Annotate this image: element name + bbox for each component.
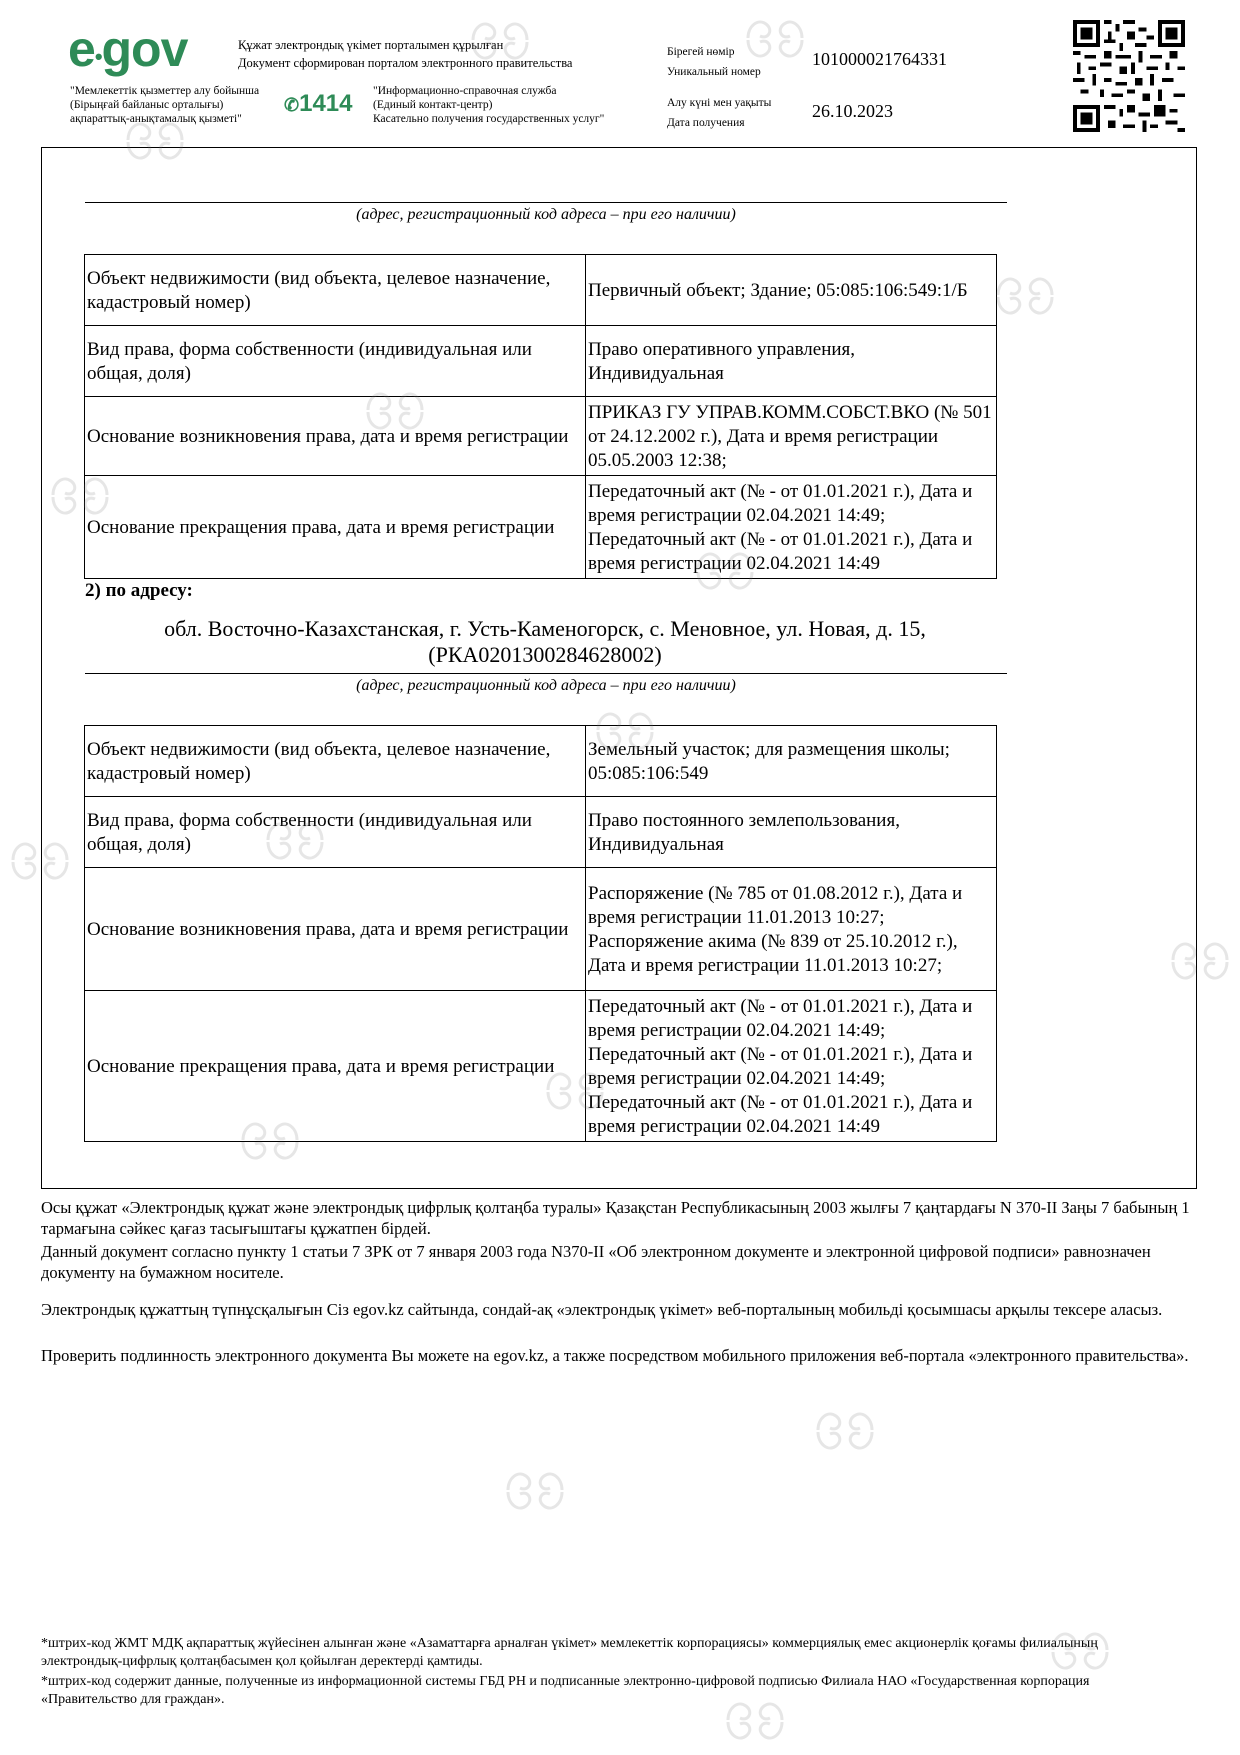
row-label: Основание прекращения права, дата и время регистрации	[85, 991, 586, 1142]
watermark-ornament-icon	[690, 540, 760, 600]
address-caption: (адрес, регистрационный код адреса – при его наличии)	[356, 206, 736, 223]
watermark-ornament-icon	[260, 810, 330, 870]
row-value: Земельный участок; для размещения школы; 05:085:106:549	[586, 726, 997, 797]
watermark-ornament-icon	[540, 1060, 610, 1120]
row-value: Первичный объект; Здание; 05:085:106:549:1/Б	[586, 255, 997, 326]
table-row	[85, 326, 997, 397]
unique-number-value: 101000021764331	[812, 49, 947, 69]
table-row	[85, 868, 997, 991]
row-value: Передаточный акт (№ - от 01.01.2021 г.), Дата и время регистрации 02.04.2021 14:49; Передаточный акт (№ - от 01.01.2021 г.), Дата и время регистрации 02.04.2021 14:49; Передаточный акт (№ - от 01.01.2021 г.), Дата и время регистрации 02.04.2021 14:49	[586, 991, 997, 1142]
address-line	[85, 673, 1007, 674]
address-caption: (адрес, регистрационный код адреса – при его наличии)	[356, 677, 736, 694]
watermark-ornament-icon	[740, 8, 810, 68]
contact-center-ru-line: "Информационно-справочная служба	[373, 85, 557, 97]
qr-code	[1073, 20, 1185, 132]
contact-center-kz-line: ақпараттық-анықтамалық қызметі"	[70, 113, 242, 125]
contact-center-kz-line: "Мемлекеттік қызметтер алу бойынша	[70, 85, 260, 97]
row-label: Объект недвижимости (вид объекта, целевое назначение, кадастровый номер)	[85, 255, 586, 326]
row-value: Распоряжение (№ 785 от 01.08.2012 г.), Дата и время регистрации 11.01.2013 10:27; Распоряжение акима (№ 839 от 25.10.2012 г.), Дата и время регистрации 11.01.2013 10:27;	[586, 868, 997, 991]
row-value: Право оперативного управления, Индивидуальная	[586, 326, 997, 397]
row-label: Объект недвижимости (вид объекта, целевое назначение, кадастровый номер)	[85, 726, 586, 797]
watermark-ornament-icon	[810, 1400, 880, 1460]
watermark-ornament-icon	[590, 700, 660, 760]
receipt-date-value: 26.10.2023	[812, 101, 893, 121]
row-label: Вид права, форма собственности (индивидуальная или общая, доля)	[85, 797, 586, 868]
table-row	[85, 726, 997, 797]
contact-center-ru-line: Касательно получения государственных услуг"	[373, 113, 605, 125]
contact-center-ru	[373, 84, 604, 126]
address-line-1: обл. Восточно-Казахстанская, г. Усть-Каменогорск, с. Меновное, ул. Новая, д. 15,	[164, 616, 926, 641]
watermark-ornament-icon	[500, 1460, 570, 1520]
table-row	[85, 797, 997, 868]
portal-notice-ru: Документ сформирован порталом электронного правительства	[238, 56, 573, 70]
property-table-1	[84, 254, 997, 579]
table-row	[85, 476, 997, 579]
row-value: Право постоянного землепользования, Индивидуальная	[586, 797, 997, 868]
watermark-ornament-icon	[720, 1690, 790, 1750]
row-label: Основание прекращения права, дата и время регистрации	[85, 476, 586, 579]
unique-number-label-ru: Уникальный номер	[667, 66, 761, 78]
phone-icon: ✆	[284, 95, 300, 115]
watermark-ornament-icon	[990, 265, 1060, 325]
table-row	[85, 397, 997, 476]
verify-notice-ru: Проверить подлинность электронного документа Вы можете на egov.kz, а также посредством мобильного приложения веб-портала «электронного правительства».	[41, 1346, 1189, 1365]
address-code: (РКА0201300284628002)	[428, 642, 662, 667]
row-label: Вид права, форма собственности (индивидуальная или общая, доля)	[85, 326, 586, 397]
row-value: Передаточный акт (№ - от 01.01.2021 г.), Дата и время регистрации 02.04.2021 14:49; Передаточный акт (№ - от 01.01.2021 г.), Дата и время регистрации 02.04.2021 14:49	[586, 476, 997, 579]
address-text	[85, 616, 1005, 668]
section-heading: 2) по адресу:	[85, 580, 193, 601]
verify-notice-kz: Электрондық құжаттың түпнұсқалығын Сіз egov.kz сайтында, сондай-ақ «электрондық үкімет» веб-порталының мобильді қосымшасы арқылы тексере аласыз.	[41, 1300, 1163, 1319]
table-row	[85, 255, 997, 326]
row-label: Основание возникновения права, дата и время регистрации	[85, 868, 586, 991]
watermark-ornament-icon	[235, 1110, 305, 1170]
footnote-ru: *штрих-код содержит данные, полученные из информационной системы ГБД РН и подписанные электронно-цифровой подписью Филиала НАО «Государственная корпорация «Правительство для граждан».	[41, 1674, 1090, 1707]
legal-notice-kz: Осы құжат «Электрондық құжат және электрондық цифрлық қолтаңба туралы» Қазақстан Республикасының 2003 жылғы 7 қаңтардағы N 370-II Заңы 7 бабының 1 тармағына сәйкес қағаз тасығыштағы құжатпен бірдей.	[41, 1198, 1190, 1238]
watermark-ornament-icon	[120, 110, 190, 170]
watermark-ornament-icon	[465, 10, 535, 70]
egov-logo: e•gov	[68, 21, 188, 77]
receipt-date-label-ru: Дата получения	[667, 117, 745, 129]
address-line	[85, 202, 1007, 203]
watermark-ornament-icon	[1045, 1620, 1115, 1680]
row-value: ПРИКАЗ ГУ УПРАВ.КОММ.СОБСТ.ВКО (№ 501 от 24.12.2002 г.), Дата и время регистрации 05.05.2003 12:38;	[586, 397, 997, 476]
watermark-ornament-icon	[45, 465, 115, 525]
watermark-ornament-icon	[360, 380, 430, 440]
contact-center-kz-line: (Бірыңғай байланыс орталығы)	[70, 99, 224, 111]
contact-center-ru-line: (Единый контакт-центр)	[373, 99, 493, 111]
legal-notice-ru: Данный документ согласно пункту 1 статьи 7 ЗРК от 7 января 2003 года N370-II «Об электронном документе и электронной цифровой подписи» равнозначен документу на бумажном носителе.	[41, 1242, 1151, 1282]
watermark-ornament-icon	[1165, 930, 1235, 990]
watermark-ornament-icon	[5, 830, 75, 890]
receipt-date-label	[667, 93, 771, 133]
portal-notice-kz: Құжат электрондық үкімет порталымен құрылған	[238, 38, 504, 52]
footnote-kz: *штрих-код ЖМТ МДҚ ақпараттық жүйесінен алынған және «Азаматтарға арналған үкімет» мемлекеттік корпорациясы» коммерциялық емес акционерлік қоғамы филиалының электрондық-цифрлық қолтаңбасымен қол қойылған деректерді қамтиды.	[41, 1636, 1098, 1669]
unique-number-label-kz: Бірегей нөмір	[667, 46, 735, 58]
receipt-date-label-kz: Алу күні мен уақыты	[667, 97, 772, 109]
row-label: Основание возникновения права, дата и время регистрации	[85, 397, 586, 476]
hotline-number: ✆1414	[284, 90, 353, 117]
